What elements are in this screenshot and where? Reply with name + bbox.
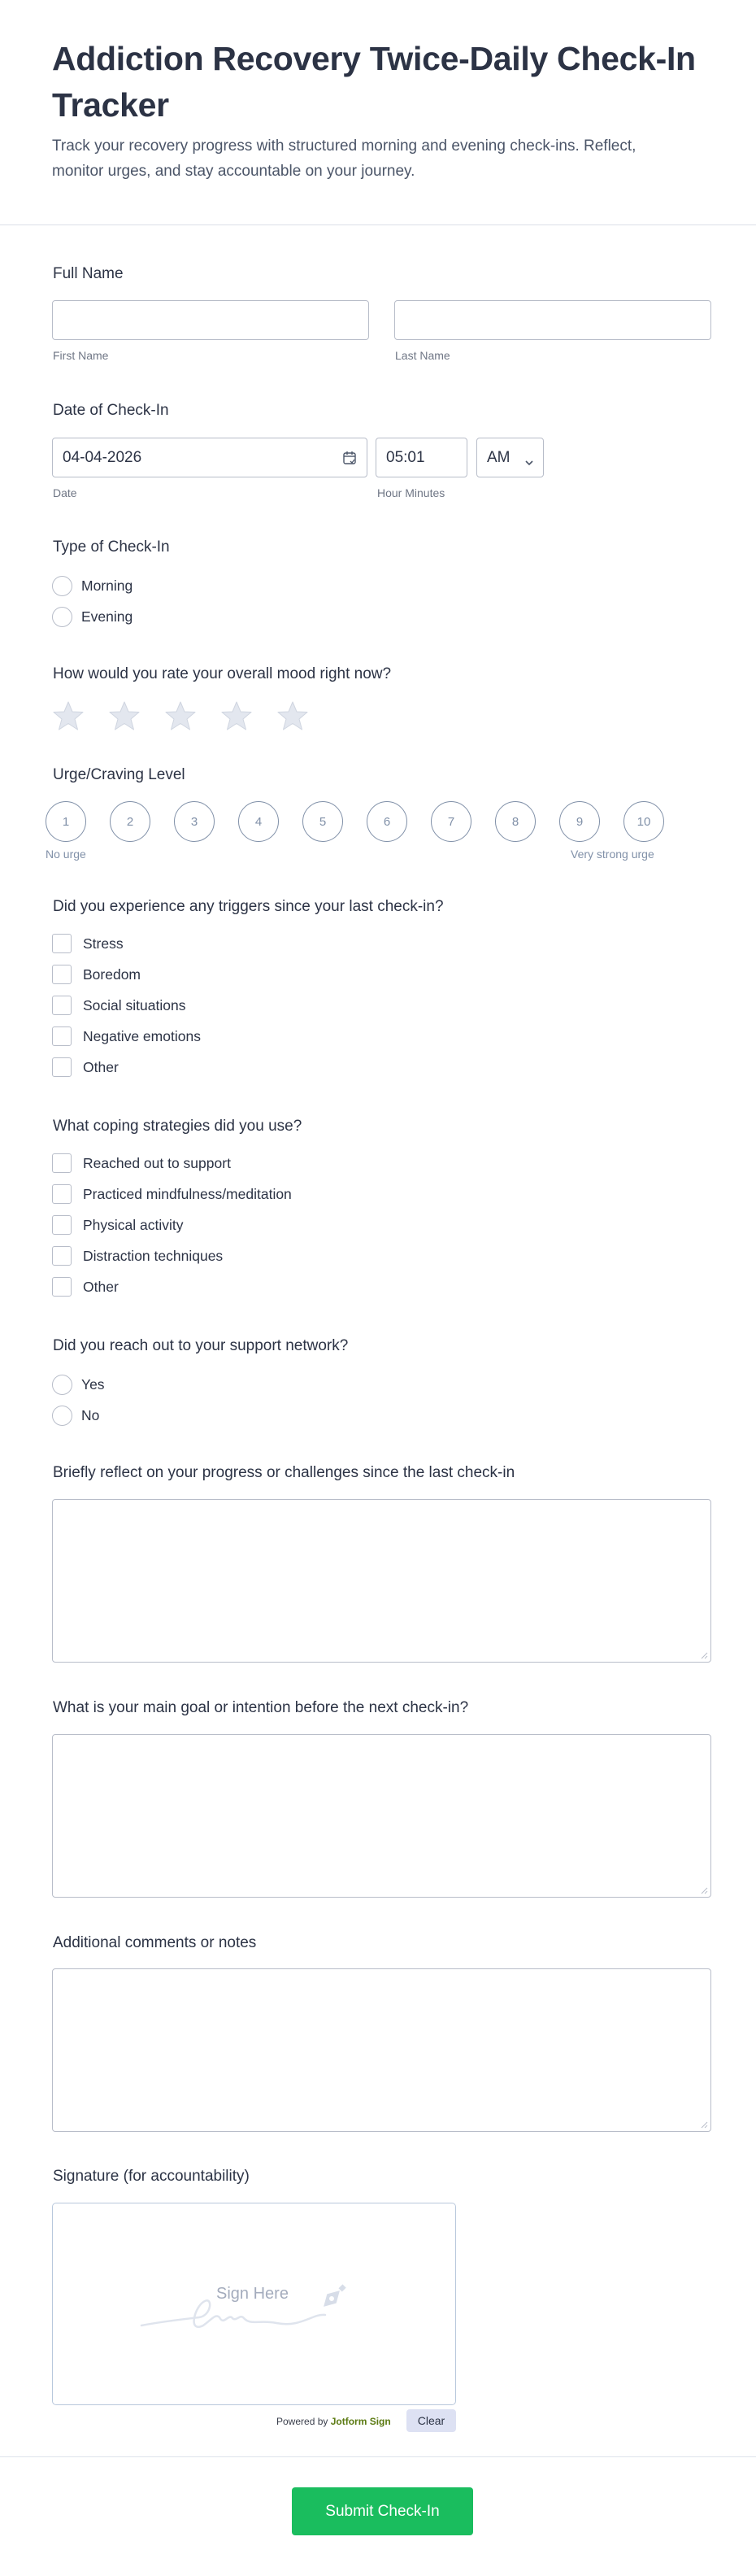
urge-min-label: No urge [46,848,86,861]
checkbox-label: Distraction techniques [83,1247,224,1264]
scale-option-7[interactable]: 7 [431,801,471,842]
date-input[interactable] [52,438,367,477]
full-name-label: Full Name [53,265,124,282]
support-label: Did you reach out to your support network? [53,1337,349,1354]
checkbox[interactable] [52,1277,72,1297]
checkbox[interactable] [52,1057,72,1077]
checkbox-label: Reached out to support [83,1154,231,1171]
ampm-select[interactable] [476,438,544,477]
scale-option-6[interactable]: 6 [367,801,407,842]
last-name-input[interactable] [394,300,711,340]
time-sublabel: Hour Minutes [377,486,445,499]
comments-textarea[interactable] [52,1968,711,2132]
radio-button[interactable] [52,576,72,596]
checkbox-mindfulness[interactable] [52,1183,292,1205]
checkin-type-label: Type of Check-In [53,538,170,556]
reflection-label: Briefly reflect on your progress or challenges since the last check-in [53,1464,515,1481]
first-name-input[interactable] [52,300,369,340]
urge-max-label: Very strong urge [571,848,654,861]
date-value: 04-04-2026 [63,448,142,466]
star-icon[interactable] [276,700,309,732]
star-rating [52,700,332,732]
checkbox[interactable] [52,965,72,984]
checkbox[interactable] [52,1246,72,1266]
checkbox-coping-other[interactable] [52,1275,119,1298]
radio-morning[interactable] [52,574,133,597]
checkbox-stress[interactable] [52,932,124,955]
checkbox-label: Other [83,1278,119,1295]
checkbox[interactable] [52,934,72,953]
checkbox-label: Practiced mindfulness/meditation [83,1185,292,1202]
first-name-sublabel: First Name [53,349,109,362]
scale-option-3[interactable]: 3 [174,801,215,842]
reflection-textarea[interactable] [52,1499,711,1663]
radio-label: No [81,1406,100,1423]
goal-textarea[interactable] [52,1734,711,1898]
radio-button[interactable] [52,1406,72,1426]
form-header [0,0,756,225]
checkbox[interactable] [52,1026,72,1046]
powered-prefix: Powered by [276,2416,331,2427]
star-icon[interactable] [52,700,85,732]
clear-signature-button[interactable]: Clear [406,2409,456,2432]
scale-option-4[interactable]: 4 [238,801,279,842]
goal-label: What is your main goal or intention before the next check-in? [53,1699,469,1716]
powered-by [276,2416,391,2427]
checkbox-label: Stress [83,935,124,952]
checkbox-social-situations[interactable] [52,994,185,1017]
mood-label: How would you rate your overall mood right now? [53,665,392,682]
radio-button[interactable] [52,607,72,627]
checkbox-distraction[interactable] [52,1244,223,1267]
chevron-down-icon [524,453,534,471]
star-icon[interactable] [108,700,141,732]
checkbox-label: Negative emotions [83,1027,201,1044]
star-icon[interactable] [220,700,253,732]
scale-option-5[interactable]: 5 [302,801,343,842]
form-title: Addiction Recovery Twice-Daily Check-In Tracker [52,40,696,124]
comments-label: Additional comments or notes [53,1934,257,1951]
radio-label: Morning [81,577,133,594]
last-name-sublabel: Last Name [395,349,450,362]
signature-label: Signature (for accountability) [53,2168,250,2185]
date-label: Date of Check-In [53,402,169,419]
checkbox-negative-emotions[interactable] [52,1025,201,1048]
scale-option-9[interactable]: 9 [559,801,600,842]
signature-pad[interactable] [52,2203,456,2405]
checkbox-physical-activity[interactable] [52,1214,184,1236]
calendar-icon[interactable] [342,450,357,471]
checkbox-boredom[interactable] [52,963,141,986]
footer-divider [0,2456,756,2457]
checkbox-trigger-other[interactable] [52,1056,119,1079]
ampm-value: AM [487,448,511,466]
time-input[interactable]: 05:01 [376,438,467,477]
signature-placeholder: Sign Here [216,2285,289,2303]
radio-button[interactable] [52,1375,72,1395]
star-icon[interactable] [164,700,197,732]
form-description: Track your recovery progress with structured morning and evening check-ins. Reflect, monitor urges, and stay accountable on your journey. [52,137,637,180]
urge-label: Urge/Craving Level [53,766,185,783]
scale-option-1[interactable]: 1 [46,801,86,842]
radio-yes[interactable] [52,1373,105,1396]
radio-label: Evening [81,608,133,625]
checkbox-label: Boredom [83,965,141,983]
radio-evening[interactable] [52,605,133,628]
submit-button[interactable]: Submit Check-In [292,2487,473,2535]
checkbox[interactable] [52,1215,72,1235]
resize-handle-icon[interactable] [700,1886,708,1894]
checkbox-label: Social situations [83,996,186,1013]
jotform-sign-link[interactable]: Jotform Sign [330,2416,391,2427]
checkbox[interactable] [52,1184,72,1204]
checkbox[interactable] [52,996,72,1015]
urge-scale [46,801,664,842]
date-sublabel: Date [53,486,77,499]
checkbox[interactable] [52,1153,72,1173]
resize-handle-icon[interactable] [700,2121,708,2129]
resize-handle-icon[interactable] [700,1651,708,1659]
radio-label: Yes [81,1375,105,1393]
coping-label: What coping strategies did you use? [53,1118,302,1135]
radio-no[interactable] [52,1404,99,1427]
scale-option-8[interactable]: 8 [495,801,536,842]
checkbox-reached-out[interactable] [52,1152,231,1175]
scale-option-2[interactable]: 2 [110,801,150,842]
triggers-label: Did you experience any triggers since your last check-in? [53,898,444,915]
checkbox-label: Other [83,1058,119,1075]
scale-option-10[interactable]: 10 [623,801,664,842]
checkbox-label: Physical activity [83,1216,184,1233]
